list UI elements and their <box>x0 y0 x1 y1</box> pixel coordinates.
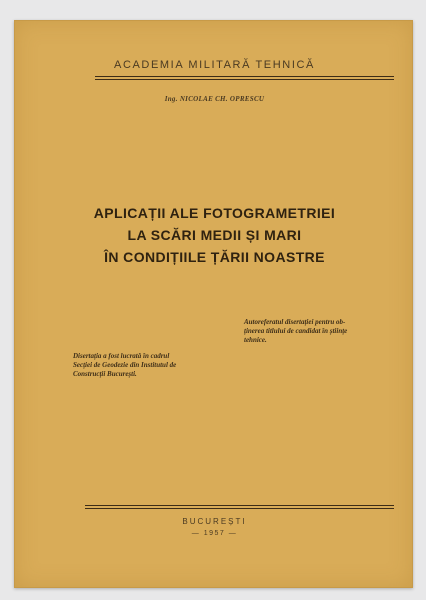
title-line-3: ÎN CONDIȚIILE ȚĂRII NOASTRE <box>104 249 325 265</box>
note-right-line-2: ținerea titlului de candidat în științe <box>244 327 348 335</box>
institution-name: ACADEMIA MILITARĂ TEHNICĂ <box>114 59 315 71</box>
footer-rule-top <box>85 505 394 506</box>
book-cover <box>14 20 413 588</box>
note-left-line-1: Disertația a fost lucrată în cadrul <box>73 352 170 360</box>
title-line-2: LA SCĂRI MEDII ȘI MARI <box>127 227 302 243</box>
note-right-line-3: tehnice. <box>244 336 267 344</box>
footer-rule-bottom <box>85 508 394 509</box>
note-right-line-1: Autoreferatul disertației pentru ob- <box>244 318 346 326</box>
publication-year: — 1957 — <box>191 530 238 537</box>
header-rule-bottom <box>95 79 394 80</box>
note-left-line-3: Construcții București. <box>73 370 137 378</box>
publication-city: BUCUREȘTI <box>182 517 247 526</box>
title-line-1: APLICAȚII ALE FOTOGRAMETRIEI <box>93 205 336 221</box>
note-left-line-2: Secției de Geodezie din Institutul de <box>73 361 177 369</box>
author-name: Ing. NICOLAE CH. OPRESCU <box>164 95 265 103</box>
header-rule-top <box>95 76 394 77</box>
